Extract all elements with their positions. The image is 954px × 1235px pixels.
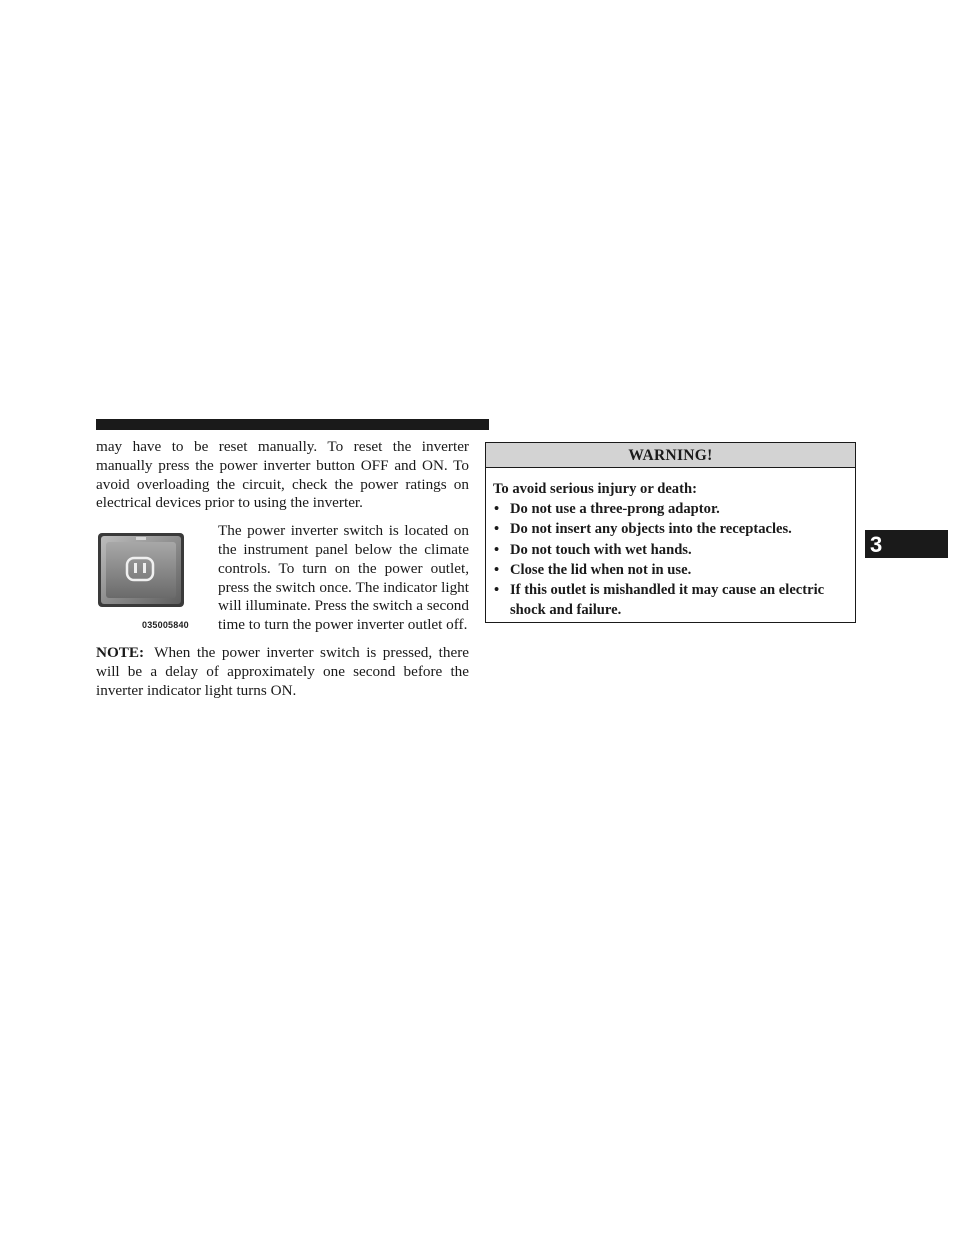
figure-id-label: 035005840 (142, 620, 189, 631)
warning-body (486, 468, 855, 620)
note-text: When the power inverter switch is pressed, there will be a delay of approximately one second before the inverter indicator light turns ON. (96, 643, 469, 699)
note-paragraph (96, 644, 469, 700)
warning-box (485, 442, 856, 623)
left-column (96, 438, 469, 700)
warning-list (493, 499, 849, 620)
power-outlet-switch-icon (96, 530, 186, 610)
warning-item: • Close the lid when not in use. (493, 560, 849, 580)
note-label: NOTE: (96, 643, 145, 661)
chapter-tab: 3 (865, 530, 948, 558)
warning-title: WARNING! (486, 443, 855, 468)
warning-item: • Do not use a three-prong adaptor. (493, 499, 849, 519)
switch-location-paragraph: The power inverter switch is located on the instrument panel below the climate controls. To turn on the power outlet, press the switch once. The indicator light will illuminate. Press the switch a second time to turn the power inverter outlet off. (218, 522, 469, 634)
power-inverter-switch-figure (96, 530, 206, 630)
warning-item: • Do not touch with wet hands. (493, 540, 849, 560)
section-rule (96, 419, 489, 430)
warning-intro: To avoid serious injury or death: (493, 481, 697, 497)
warning-item: • Do not insert any objects into the receptacles. (493, 519, 849, 539)
intro-paragraph: may have to be reset manually. To reset the inverter manually press the power inverter button OFF and ON. To avoid overloading the circuit, check the power ratings on electrical devices prior to using the inverter. (96, 438, 469, 512)
warning-item: • If this outlet is mishandled it may cause an electric shock and failure. (493, 580, 849, 620)
figure-row (96, 522, 469, 635)
